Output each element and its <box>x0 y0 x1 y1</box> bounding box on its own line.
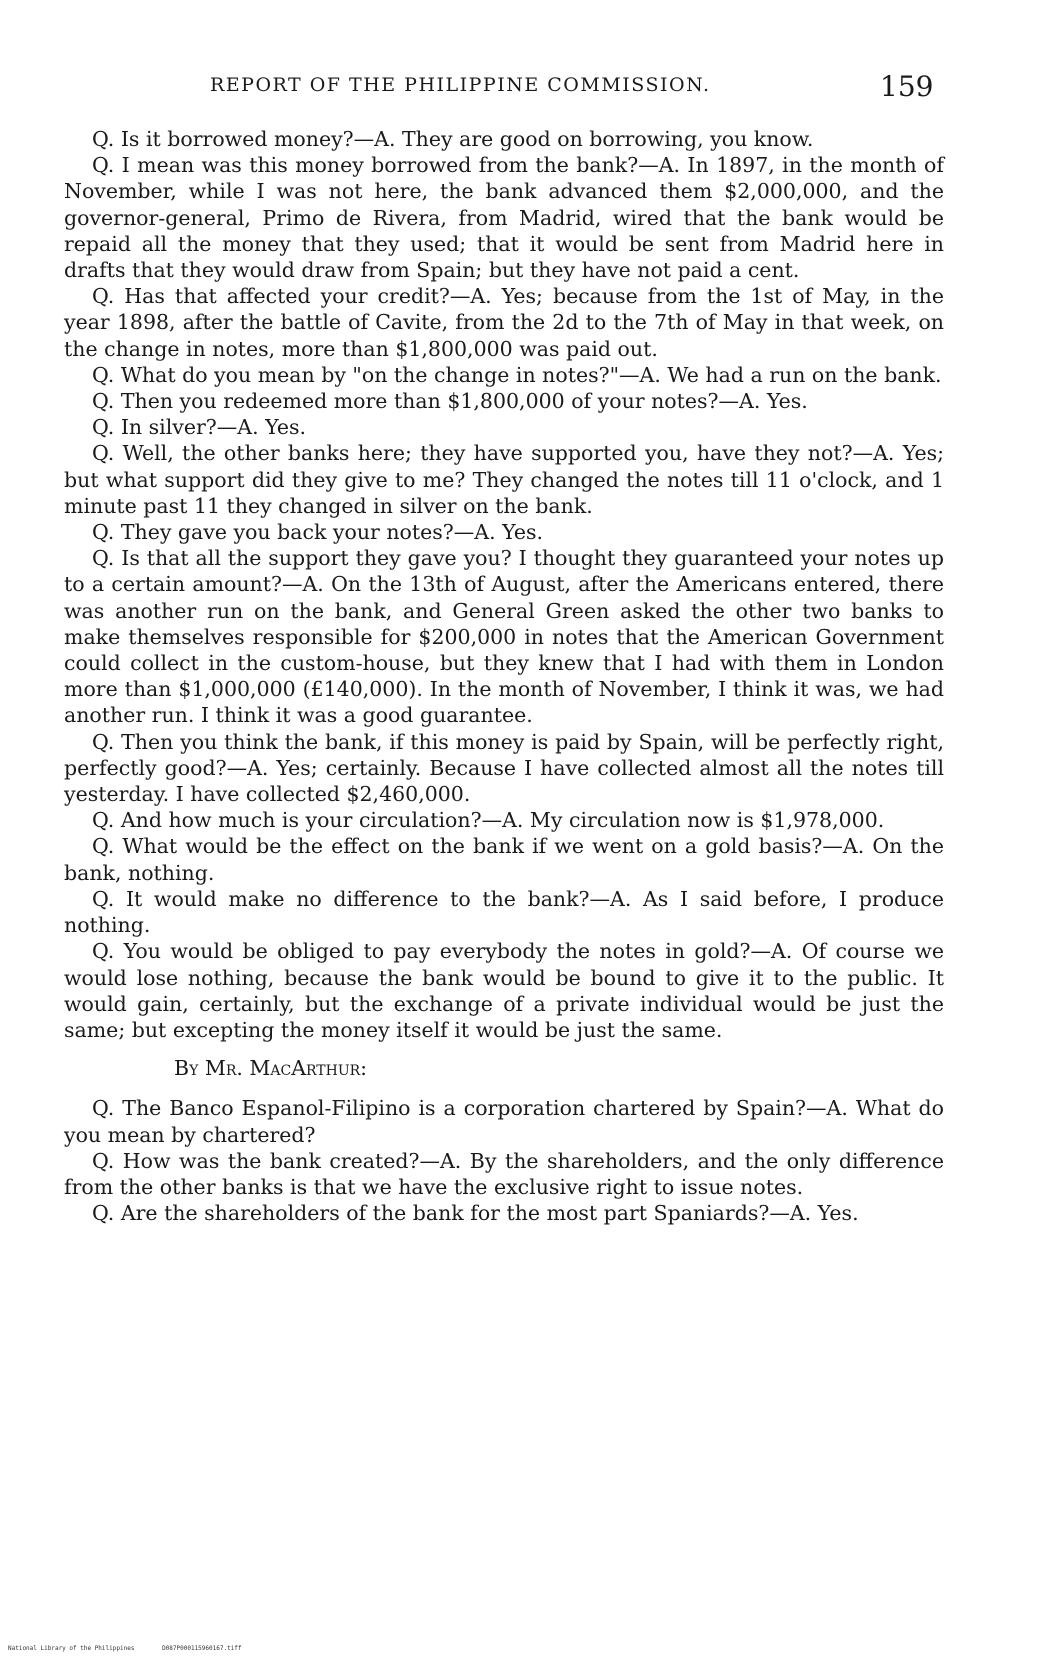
library-credit: National Library of the Philippines <box>8 1645 135 1652</box>
page-header <box>0 70 1044 110</box>
paragraph: Q. Is it borrowed money?—A. They are good on borrowing, you know. <box>92 127 814 151</box>
paragraph: Q. Well, the other banks here; they have supported you, have they not?—A. Yes; but what support did they give to me? They changed the notes till 11 o'clock, and 1 minute past 11 they changed in silver on the bank. <box>64 441 944 518</box>
paragraph: Q. You would be obliged to pay everybody the notes in gold?—A. Of course we would lose nothing, because the bank would be bound to give it to the public. It would gain, certainly, but the exchange of a private individual would be just the same; but excepting the money itself it would be just the same. <box>64 939 944 1042</box>
testimony-text <box>64 126 944 1226</box>
paragraph: Q. And how much is your circulation?—A. My circulation now is $1,978,000. <box>92 808 885 833</box>
scan-footer <box>8 1645 1038 1655</box>
paragraph: Q. What would be the effect on the bank if we went on a gold basis?—A. On the bank, nothing. <box>64 834 944 885</box>
page-number: 159 <box>880 70 934 103</box>
paragraph: Q. How was the bank created?—A. By the shareholders, and the only difference from the other banks is that we have the exclusive right to issue notes. <box>64 1148 944 1199</box>
paragraph: Q. They gave you back your notes?—A. Yes. <box>92 520 544 545</box>
file-id: D087P000115960167.tiff <box>162 1645 242 1652</box>
paragraph: Q. It would make no difference to the bank?—A. As I said before, I produce nothing. <box>64 886 944 938</box>
paragraph: Q. Then you think the bank, if this money is paid by Spain, will be perfectly right, perfectly good?—A. Yes; certainly. Because I have collected almost all the notes till yesterday. I have collected $2,460,000. <box>64 729 944 807</box>
paragraph: Q. The Banco Espanol-Filipino is a corporation chartered by Spain?—A. What do you mean by chartered? <box>64 1096 944 1147</box>
paragraph: Q. Has that affected your credit?—A. Yes; because from the 1st of May, in the year 1898, after the battle of Cavite, from the 2d to the 7th of May in that week, on the change in notes, more than $1,800,000 was paid out. <box>64 284 944 361</box>
running-title: REPORT OF THE PHILIPPINE COMMISSION. <box>210 74 711 96</box>
examiner-byline: By Mr. MacArthur: <box>174 1056 368 1081</box>
paragraph: Q. Are the shareholders of the bank for the most part Spaniards?—A. Yes. <box>92 1201 859 1226</box>
paragraph: Q. In silver?—A. Yes. <box>92 415 307 440</box>
paragraph: Q. I mean was this money borrowed from the bank?—A. In 1897, in the month of November, while I was not here, the bank advanced them $2,000,000, and the governor-general, Primo de Rivera, from Madrid, wired that the bank would be repaid all the money that they used; that it would be sent from Madrid here in drafts that they would draw from Spain; but they have not paid a cent. <box>64 153 944 283</box>
paragraph: Q. Then you redeemed more than $1,800,000 of your notes?—A. Yes. <box>92 389 808 414</box>
paragraph: Q. Is that all the support they gave you? I thought they guaranteed your notes up to a certain amount?—A. On the 13th of August, after the Americans entered, there was another run on the bank, and General Green asked the other two banks to make themselves responsible for $200,000 in notes that the American Government could collect in the custom-house, but they knew that I had with them in London more than $1,000,000 (£140,000). In the month of November, I think it was, we had another run. I think it was a good guarantee. <box>64 546 944 728</box>
paragraph: Q. What do you mean by "on the change in notes?"—A. We had a run on the bank. <box>92 362 942 387</box>
